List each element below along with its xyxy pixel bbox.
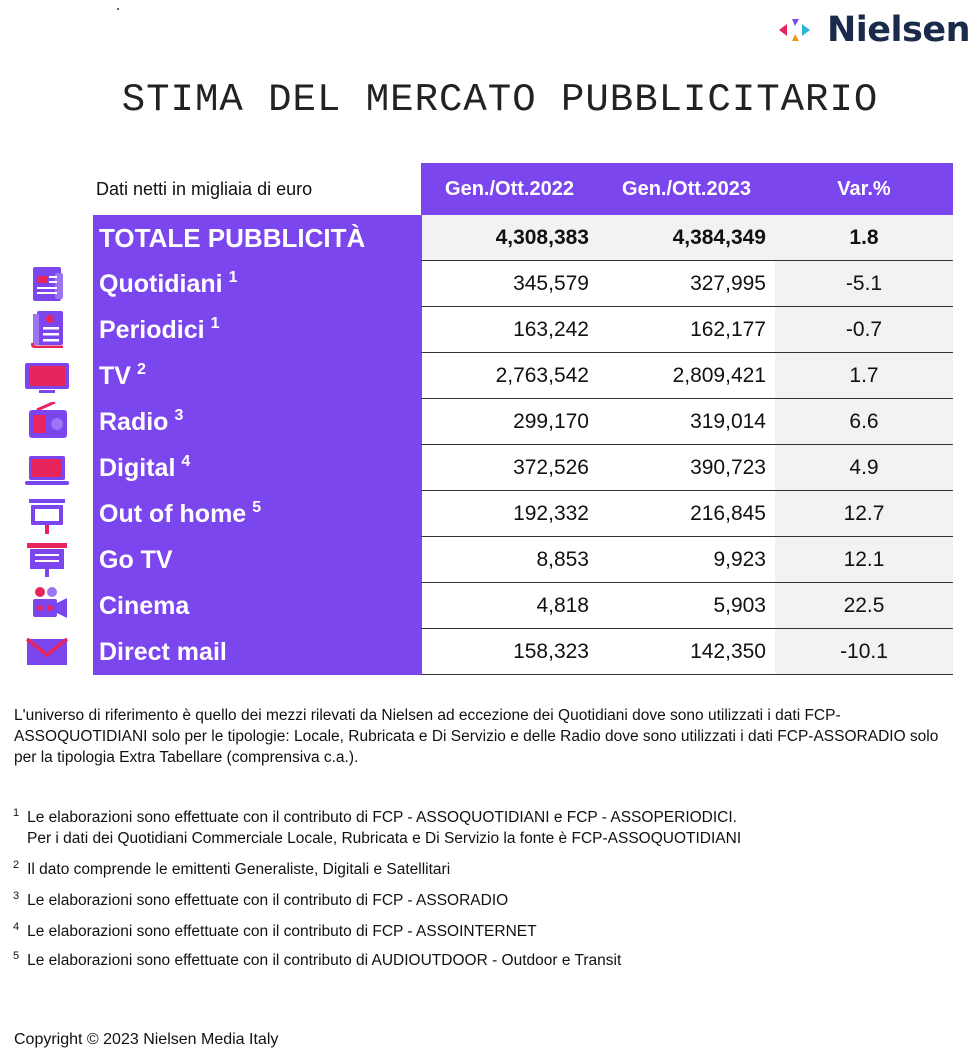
cell-2022: 163,242 <box>421 307 598 353</box>
cell-2022: 4,818 <box>421 583 598 629</box>
row-label: Digital $^4$ <box>93 445 421 491</box>
total-2023: 4,384,349 <box>598 215 775 261</box>
market-table <box>93 163 953 675</box>
total-var: 1.8 <box>775 215 953 261</box>
table-row <box>93 629 953 675</box>
row-label: Quotidiani $^1$ <box>93 261 421 307</box>
total-row <box>93 215 953 261</box>
universe-note: L'universo di riferimento è quello dei mezzi rilevati da Nielsen ad eccezione dei Quotidiani dove sono utilizzati i dati FCP-ASSOQUOTIDIANI solo per le tipologie: Locale, Rubricata e Di Servizio e delle Radio dove sono utilizzati i dati FCP-ASSORADIO solo per la tipologia Extra Tabellare (comprensiva c.a.). <box>14 707 939 766</box>
row-label: Direct mail <box>93 629 421 675</box>
tv-icon <box>25 357 69 395</box>
column-header-var: Var.% <box>775 163 953 215</box>
table-row <box>93 261 953 307</box>
envelope-icon <box>25 632 69 670</box>
copyright: Copyright © 2023 Nielsen Media Italy <box>14 1031 279 1048</box>
cell-2022: 158,323 <box>421 629 598 675</box>
cell-2023: 2,809,421 <box>598 353 775 399</box>
cell-var: 22.5 <box>775 583 953 629</box>
total-label: TOTALE PUBBLICITÀ <box>93 215 421 261</box>
cell-2022: 192,332 <box>421 491 598 537</box>
footnote-2: $^2$ Il dato comprende le emittenti Generaliste, Digitali e Satellitari <box>13 859 451 879</box>
cell-2022: 2,763,542 <box>421 353 598 399</box>
nielsen-logo-mark-icon <box>775 15 819 45</box>
cell-2022: 299,170 <box>421 399 598 445</box>
table-header-row <box>93 163 953 215</box>
laptop-icon <box>25 450 69 488</box>
footnote-5: $^5$ Le elaborazioni sono effettuate con il contributo di AUDIOUTDOOR - Outdoor e Transit <box>13 950 622 970</box>
table-row <box>93 491 953 537</box>
screen-stand-icon <box>25 541 69 579</box>
row-label: Go TV <box>93 537 421 583</box>
cell-var: 6.6 <box>775 399 953 445</box>
table-row <box>93 537 953 583</box>
cell-var: -10.1 <box>775 629 953 675</box>
movie-camera-icon <box>25 586 69 624</box>
row-label: Out of home $^5$ <box>93 491 421 537</box>
row-label: Periodici $^1$ <box>93 307 421 353</box>
cell-2023: 319,014 <box>598 399 775 445</box>
cell-var: 12.7 <box>775 491 953 537</box>
cell-2023: 327,995 <box>598 261 775 307</box>
footnote-1: $^1$ Le elaborazioni sono effettuate con il contributo di FCP - ASSOQUOTIDIANI e FCP - ASSOPERIODICI. Per i dati dei Quotidiani Commerciale Locale, Rubricata e Di Servizio la fonte è FCP-ASSOQUOTIDIANI <box>13 807 742 848</box>
page-title: STIMA DEL MERCATO PUBBLICITARIO <box>121 78 879 122</box>
table-row <box>93 445 953 491</box>
cell-var: 1.7 <box>775 353 953 399</box>
cell-2023: 390,723 <box>598 445 775 491</box>
cell-var: 12.1 <box>775 537 953 583</box>
cell-2023: 216,845 <box>598 491 775 537</box>
row-label: TV $^2$ <box>93 353 421 399</box>
cell-var: -5.1 <box>775 261 953 307</box>
footnote-4: $^4$ Le elaborazioni sono effettuate con il contributo di FCP - ASSOINTERNET <box>13 921 537 941</box>
cell-2023: 5,903 <box>598 583 775 629</box>
magazine-icon <box>25 310 69 348</box>
column-header-2022: Gen./Ott.2022 <box>421 163 598 215</box>
cell-2022: 372,526 <box>421 445 598 491</box>
row-label: Radio $^3$ <box>93 399 421 445</box>
cell-var: -0.7 <box>775 307 953 353</box>
nielsen-logo <box>775 10 970 50</box>
footnote-3: $^3$ Le elaborazioni sono effettuate con il contributo di FCP - ASSORADIO <box>13 890 509 910</box>
cell-2022: 8,853 <box>421 537 598 583</box>
brand-name: Nielsen <box>826 10 970 50</box>
row-label: Cinema <box>93 583 421 629</box>
table-row <box>93 353 953 399</box>
total-2022: 4,308,383 <box>421 215 598 261</box>
stray-dot <box>117 8 119 10</box>
cell-var: 4.9 <box>775 445 953 491</box>
cell-2023: 142,350 <box>598 629 775 675</box>
cell-2022: 345,579 <box>421 261 598 307</box>
newspaper-icon <box>25 264 69 302</box>
column-header-2023: Gen./Ott.2023 <box>598 163 775 215</box>
radio-icon <box>25 402 69 440</box>
billboard-icon <box>25 496 69 534</box>
table-row <box>93 307 953 353</box>
table-row <box>93 583 953 629</box>
unit-label: Dati netti in migliaia di euro <box>96 178 313 199</box>
cell-2023: 162,177 <box>598 307 775 353</box>
table-row <box>93 399 953 445</box>
cell-2023: 9,923 <box>598 537 775 583</box>
